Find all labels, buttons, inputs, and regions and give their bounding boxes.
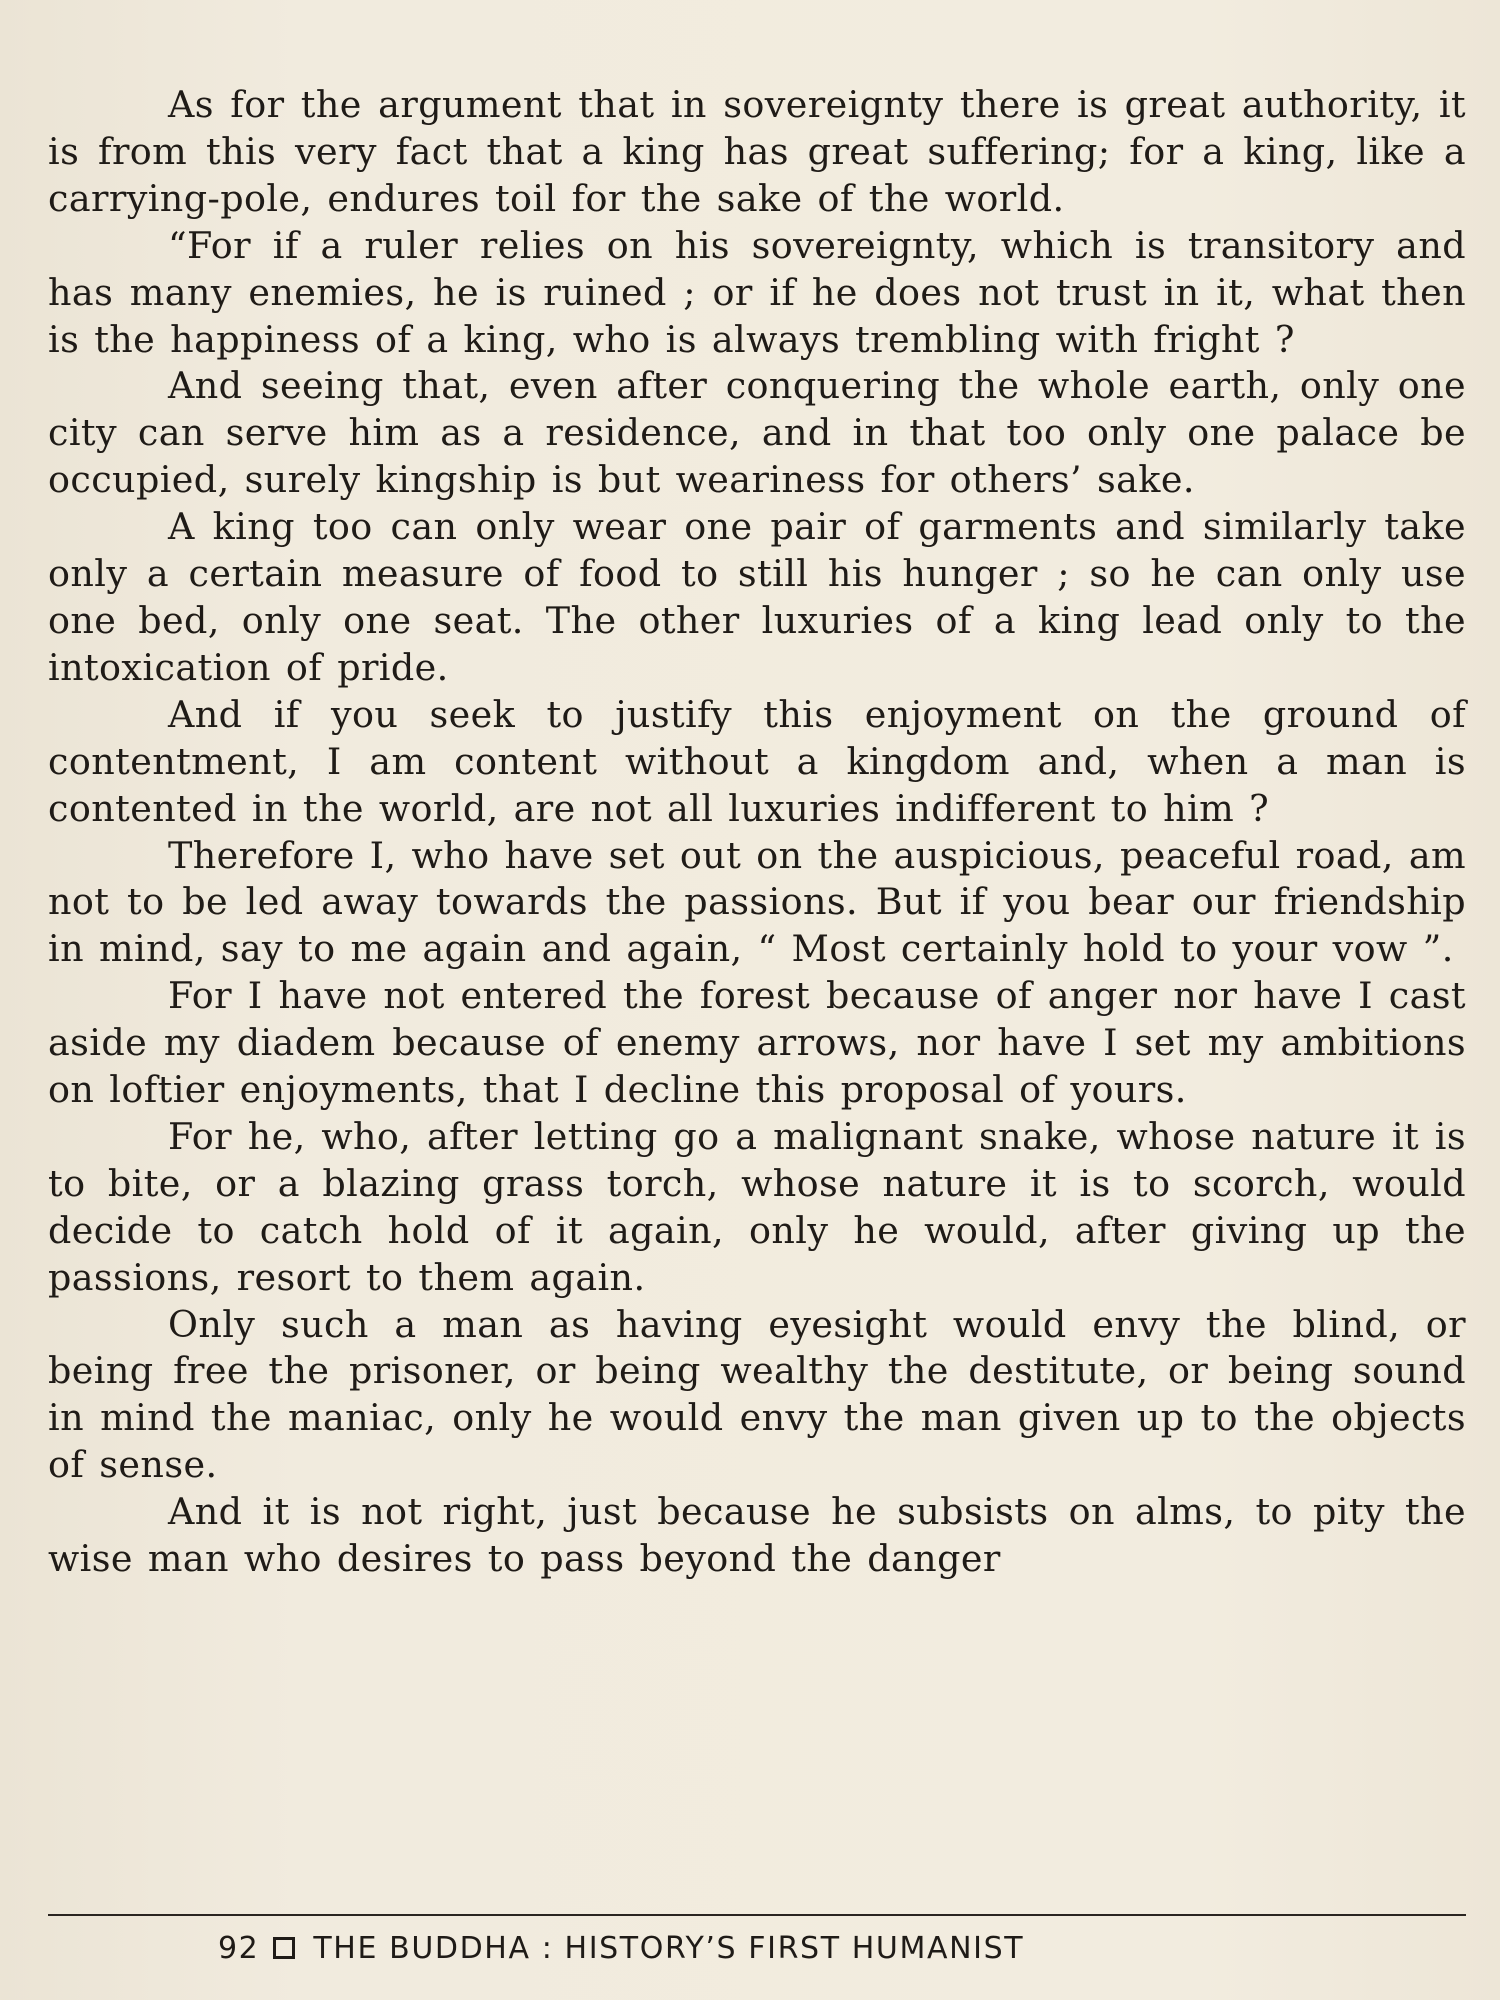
- body-text: [48, 82, 1466, 1583]
- paragraph-4: A king too can only wear one pair of garments and similarly take only a certain measure of food to still his hunger ; so he can only use one bed, only one seat. The other luxuries of a king lead only to the intoxication of pride.: [48, 505, 1466, 689]
- square-icon: [273, 1937, 295, 1959]
- paragraph-8: For he, who, after letting go a malignant snake, whose nature it is to bite, or a blazing grass torch, whose nature it is to scorch, would decide to catch hold of it again, only he would, after giving up the passions, resort to them again.: [48, 1114, 1466, 1299]
- page-number: 92: [218, 1930, 260, 1966]
- paragraph-9: Only such a man as having eyesight would envy the blind, or being free the prisoner, or being wealthy the destitute, or being sound in mind the maniac, only he would envy the man given up to the objects of sense.: [48, 1302, 1466, 1487]
- footer-divider: [48, 1914, 1466, 1916]
- paragraph-10: And it is not right, just because he subsists on alms, to pity the wise man who desires to pass beyond the danger: [48, 1490, 1466, 1581]
- paragraph-1: As for the argument that in sovereignty there is great authority, it is from this very fact that a king has great suffering; for a king, like a carrying-pole, endures toil for the sake of the world.: [48, 83, 1466, 220]
- paragraph-3: And seeing that, even after conquering the whole earth, only one city can serve him as a residence, and in that too only one palace be occupied, surely kingship is but weariness for others’ sake.: [48, 364, 1466, 502]
- running-title: THE BUDDHA : HISTORY’S FIRST HUMANIST: [313, 1930, 1025, 1966]
- page-footer: [218, 1928, 1024, 1968]
- paragraph-7: For I have not entered the forest because of anger nor have I cast aside my diadem because of enemy arrows, nor have I set my ambitions on loftier enjoyments, that I decline this proposal of yours.: [48, 974, 1466, 1112]
- paragraph-6: Therefore I, who have set out on the auspicious, peaceful road, am not to be led away towards the passions. But if you bear our friendship in mind, say to me again and again, “ Most certainly hold to your vow ”.: [48, 833, 1466, 971]
- paragraph-2: “For if a ruler relies on his sovereignty, which is transitory and has many enemies, he is ruined ; or if he does not trust in it, what then is the happiness of a king, who is always trembling with fright ?: [48, 223, 1466, 361]
- paragraph-5: And if you seek to justify this enjoyment on the ground of contentment, I am content without a kingdom and, when a man is contented in the world, are not all luxuries indifferent to him ?: [48, 692, 1466, 830]
